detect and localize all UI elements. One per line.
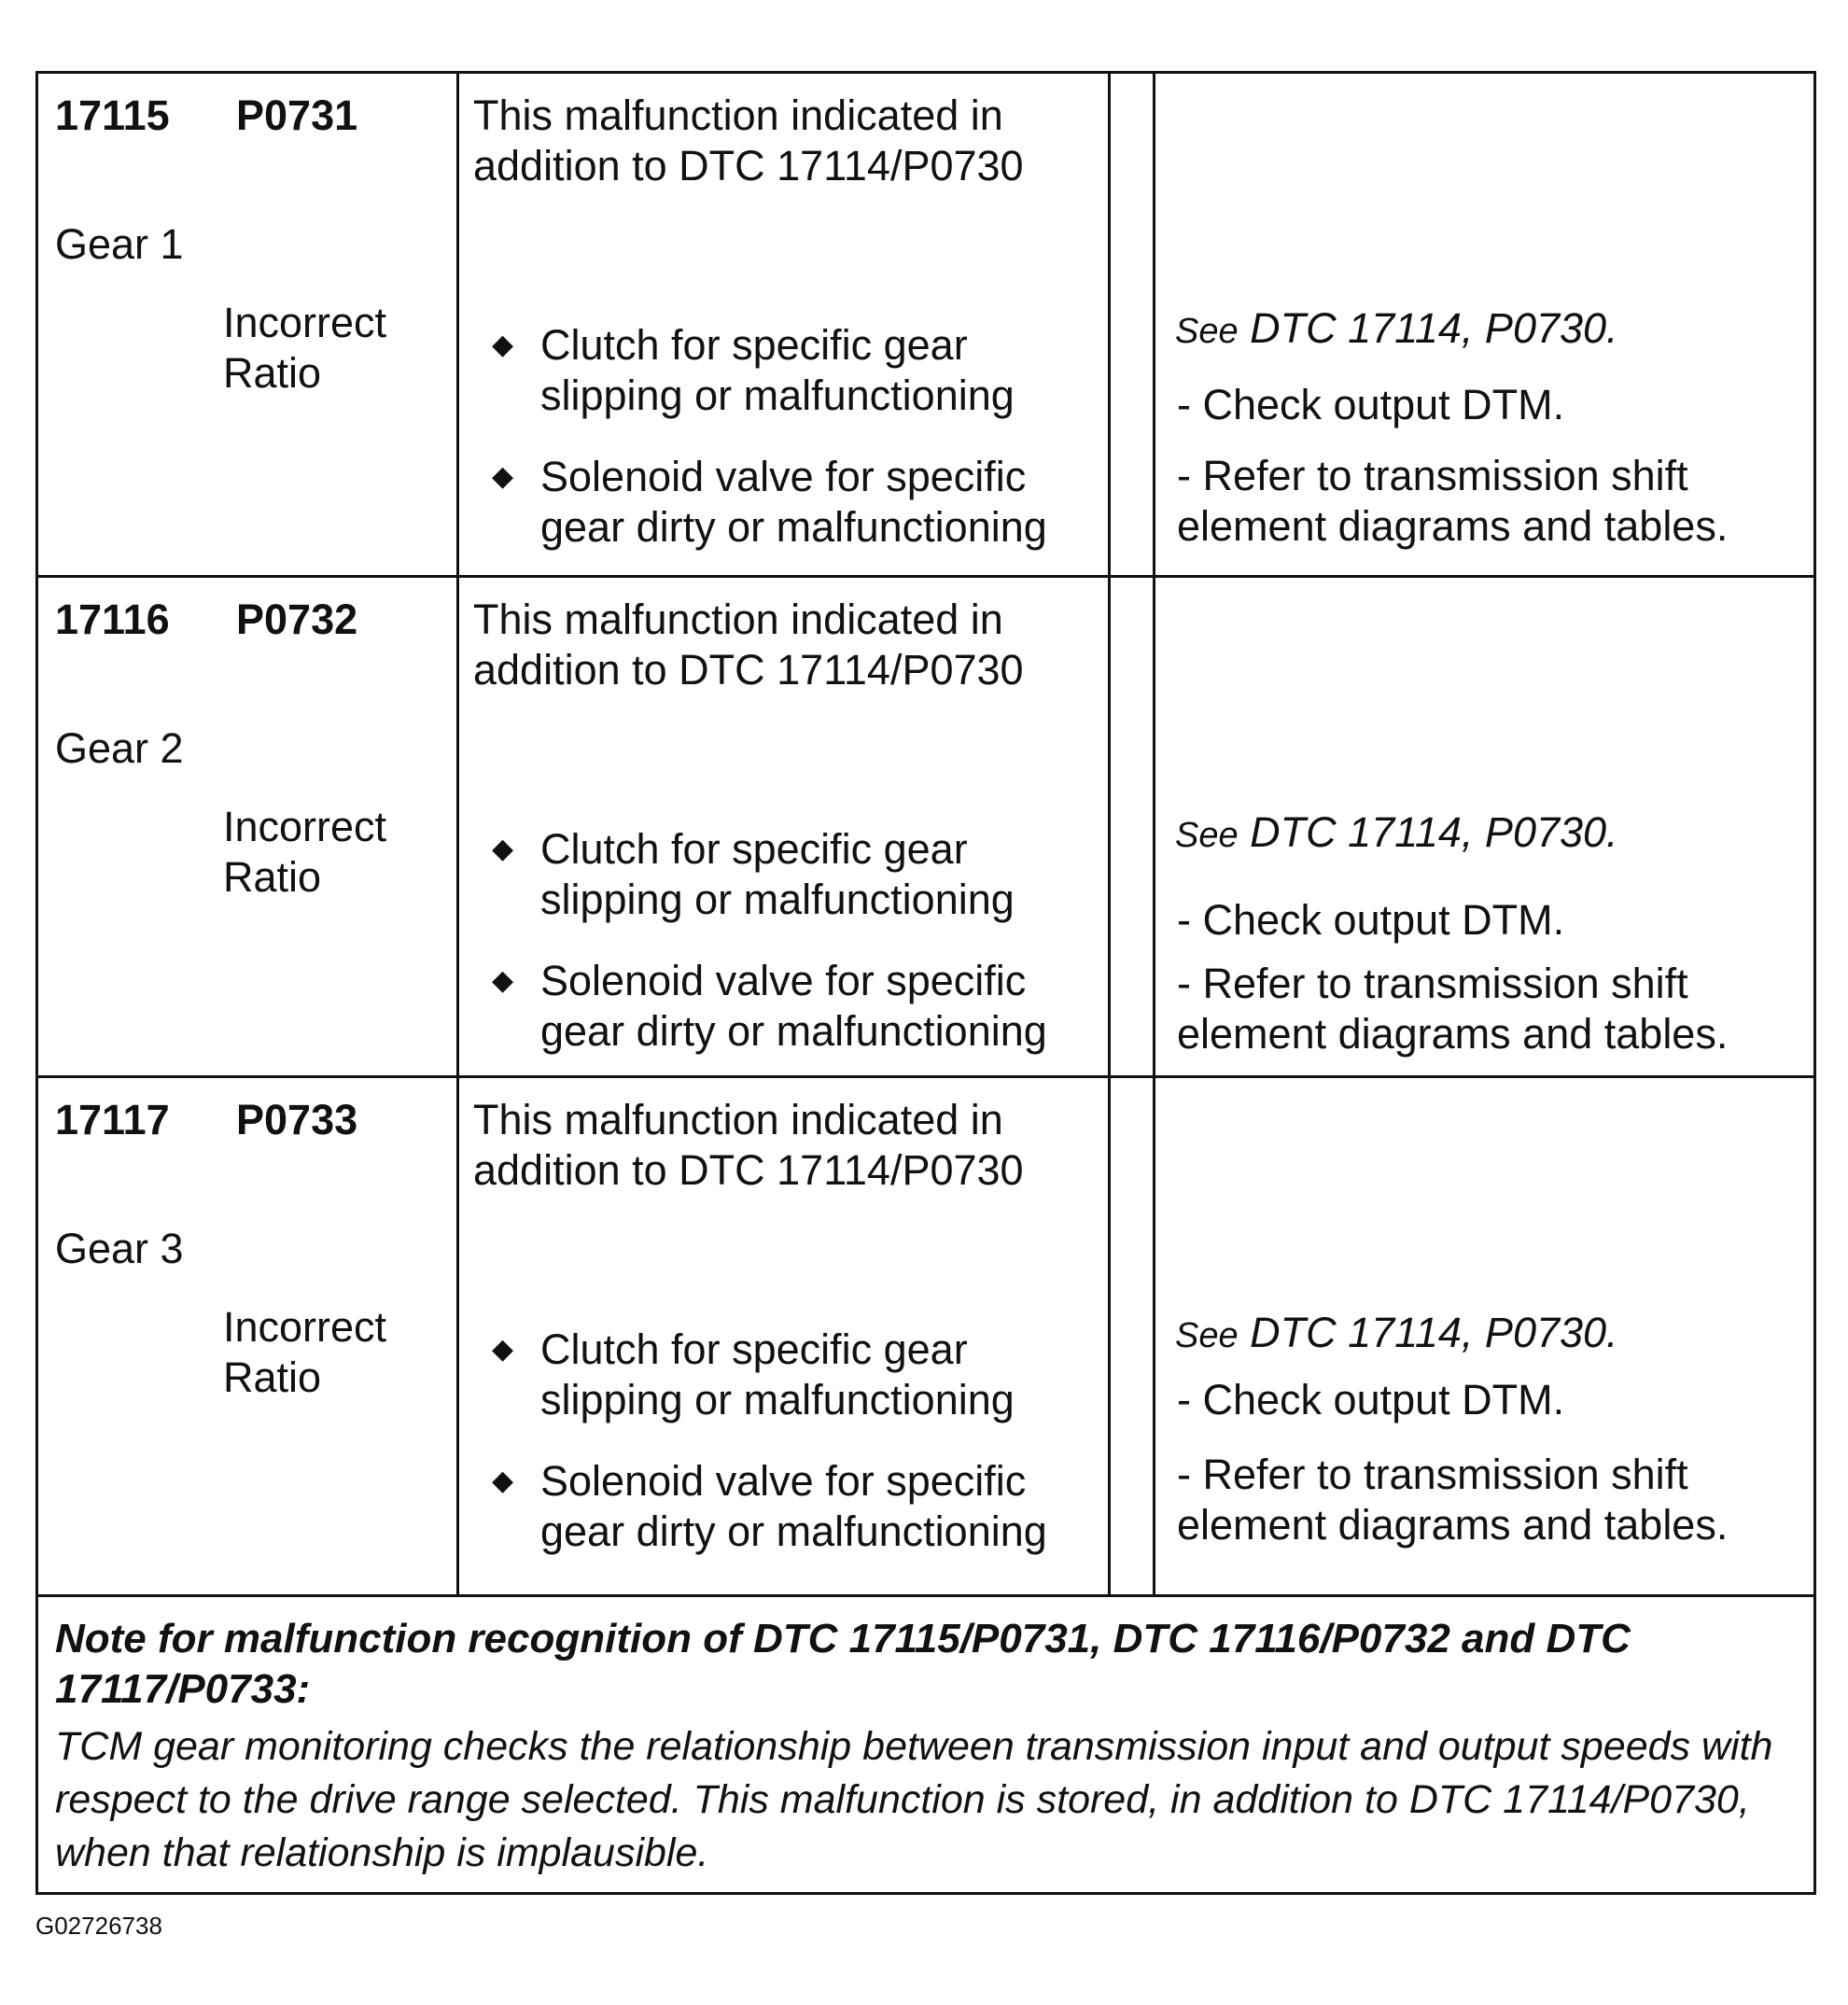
possible-cause: Clutch for specific gear slipping or malfunctioning — [540, 825, 1015, 923]
condition-label: Incorrect Ratio — [223, 803, 387, 901]
diamond-bullet-icon: ◆ — [492, 461, 514, 492]
possible-cause: Clutch for specific gear slipping or malfunctioning — [540, 1325, 1015, 1423]
see-reference: DTC 17114, P0730. — [1250, 808, 1618, 856]
table-row — [38, 1078, 1813, 1597]
condition-label: Incorrect Ratio — [223, 299, 387, 397]
remedy-see-reference — [1175, 807, 1618, 861]
remedy-step: - Refer to transmission shift element diagrams and tables. — [1177, 452, 1729, 550]
condition-label: Incorrect Ratio — [223, 1303, 387, 1401]
column-divider — [1153, 1078, 1155, 1594]
dtc-table — [35, 71, 1816, 1895]
table-row — [38, 74, 1813, 578]
malfunction-description: This malfunction indicated in addition to DTC 17114/P0730 — [473, 1096, 1024, 1194]
obd-code: P0733 — [236, 1096, 358, 1143]
column-divider — [1108, 74, 1111, 575]
remedy-step: - Refer to transmission shift element diagrams and tables. — [1177, 960, 1729, 1058]
table-row — [38, 578, 1813, 1078]
remedy-step: - Check output DTM. — [1177, 896, 1565, 944]
note-title: Note for malfunction recognition of DTC 17115/P0731, DTC 17116/P0732 and DTC 17117/P0733: — [55, 1616, 1631, 1712]
diamond-bullet-icon: ◆ — [492, 1465, 514, 1496]
see-reference: DTC 17114, P0730. — [1250, 304, 1618, 352]
possible-cause: Solenoid valve for specific gear dirty or malfunctioning — [540, 1457, 1047, 1555]
column-divider — [1153, 578, 1155, 1075]
figure-id: G02726738 — [35, 1912, 162, 1940]
possible-cause: Solenoid valve for specific gear dirty or malfunctioning — [540, 453, 1047, 551]
possible-cause: Solenoid valve for specific gear dirty or malfunctioning — [540, 957, 1047, 1055]
diamond-bullet-icon: ◆ — [492, 965, 514, 996]
note-section — [38, 1597, 1813, 1892]
gear-label: Gear 1 — [55, 220, 184, 268]
column-divider — [1108, 578, 1111, 1075]
see-prefix: See — [1175, 1316, 1239, 1355]
remedy-step: - Check output DTM. — [1177, 381, 1565, 428]
malfunction-description: This malfunction indicated in addition to DTC 17114/P0730 — [473, 596, 1024, 694]
diamond-bullet-icon: ◆ — [492, 1334, 514, 1365]
dtc-code: 17116 — [55, 596, 170, 643]
column-divider — [1108, 1078, 1111, 1594]
dtc-code: 17117 — [55, 1096, 170, 1143]
gear-label: Gear 2 — [55, 724, 184, 772]
column-divider — [456, 1078, 459, 1594]
possible-cause: Clutch for specific gear slipping or malfunctioning — [540, 321, 1015, 419]
remedy-step: - Refer to transmission shift element diagrams and tables. — [1177, 1451, 1729, 1549]
diamond-bullet-icon: ◆ — [492, 329, 514, 360]
column-divider — [456, 74, 459, 575]
column-divider — [456, 578, 459, 1075]
remedy-step: - Check output DTM. — [1177, 1376, 1565, 1423]
malfunction-description: This malfunction indicated in addition to DTC 17114/P0730 — [473, 91, 1024, 189]
obd-code: P0731 — [236, 91, 358, 139]
remedy-see-reference — [1175, 1308, 1618, 1361]
see-prefix: See — [1175, 816, 1239, 855]
see-reference: DTC 17114, P0730. — [1250, 1309, 1618, 1356]
gear-label: Gear 3 — [55, 1225, 184, 1272]
obd-code: P0732 — [236, 596, 358, 643]
see-prefix: See — [1175, 312, 1239, 351]
note-body: TCM gear monitoring checks the relationship between transmission input and output speeds with respect to the drive range selected. This malfunction is stored, in addition to DTC 17114/P0730, when that relationship is implausible. — [55, 1724, 1773, 1875]
column-divider — [1153, 74, 1155, 575]
diamond-bullet-icon: ◆ — [492, 834, 514, 864]
remedy-see-reference — [1175, 303, 1618, 357]
dtc-code: 17115 — [55, 91, 170, 139]
